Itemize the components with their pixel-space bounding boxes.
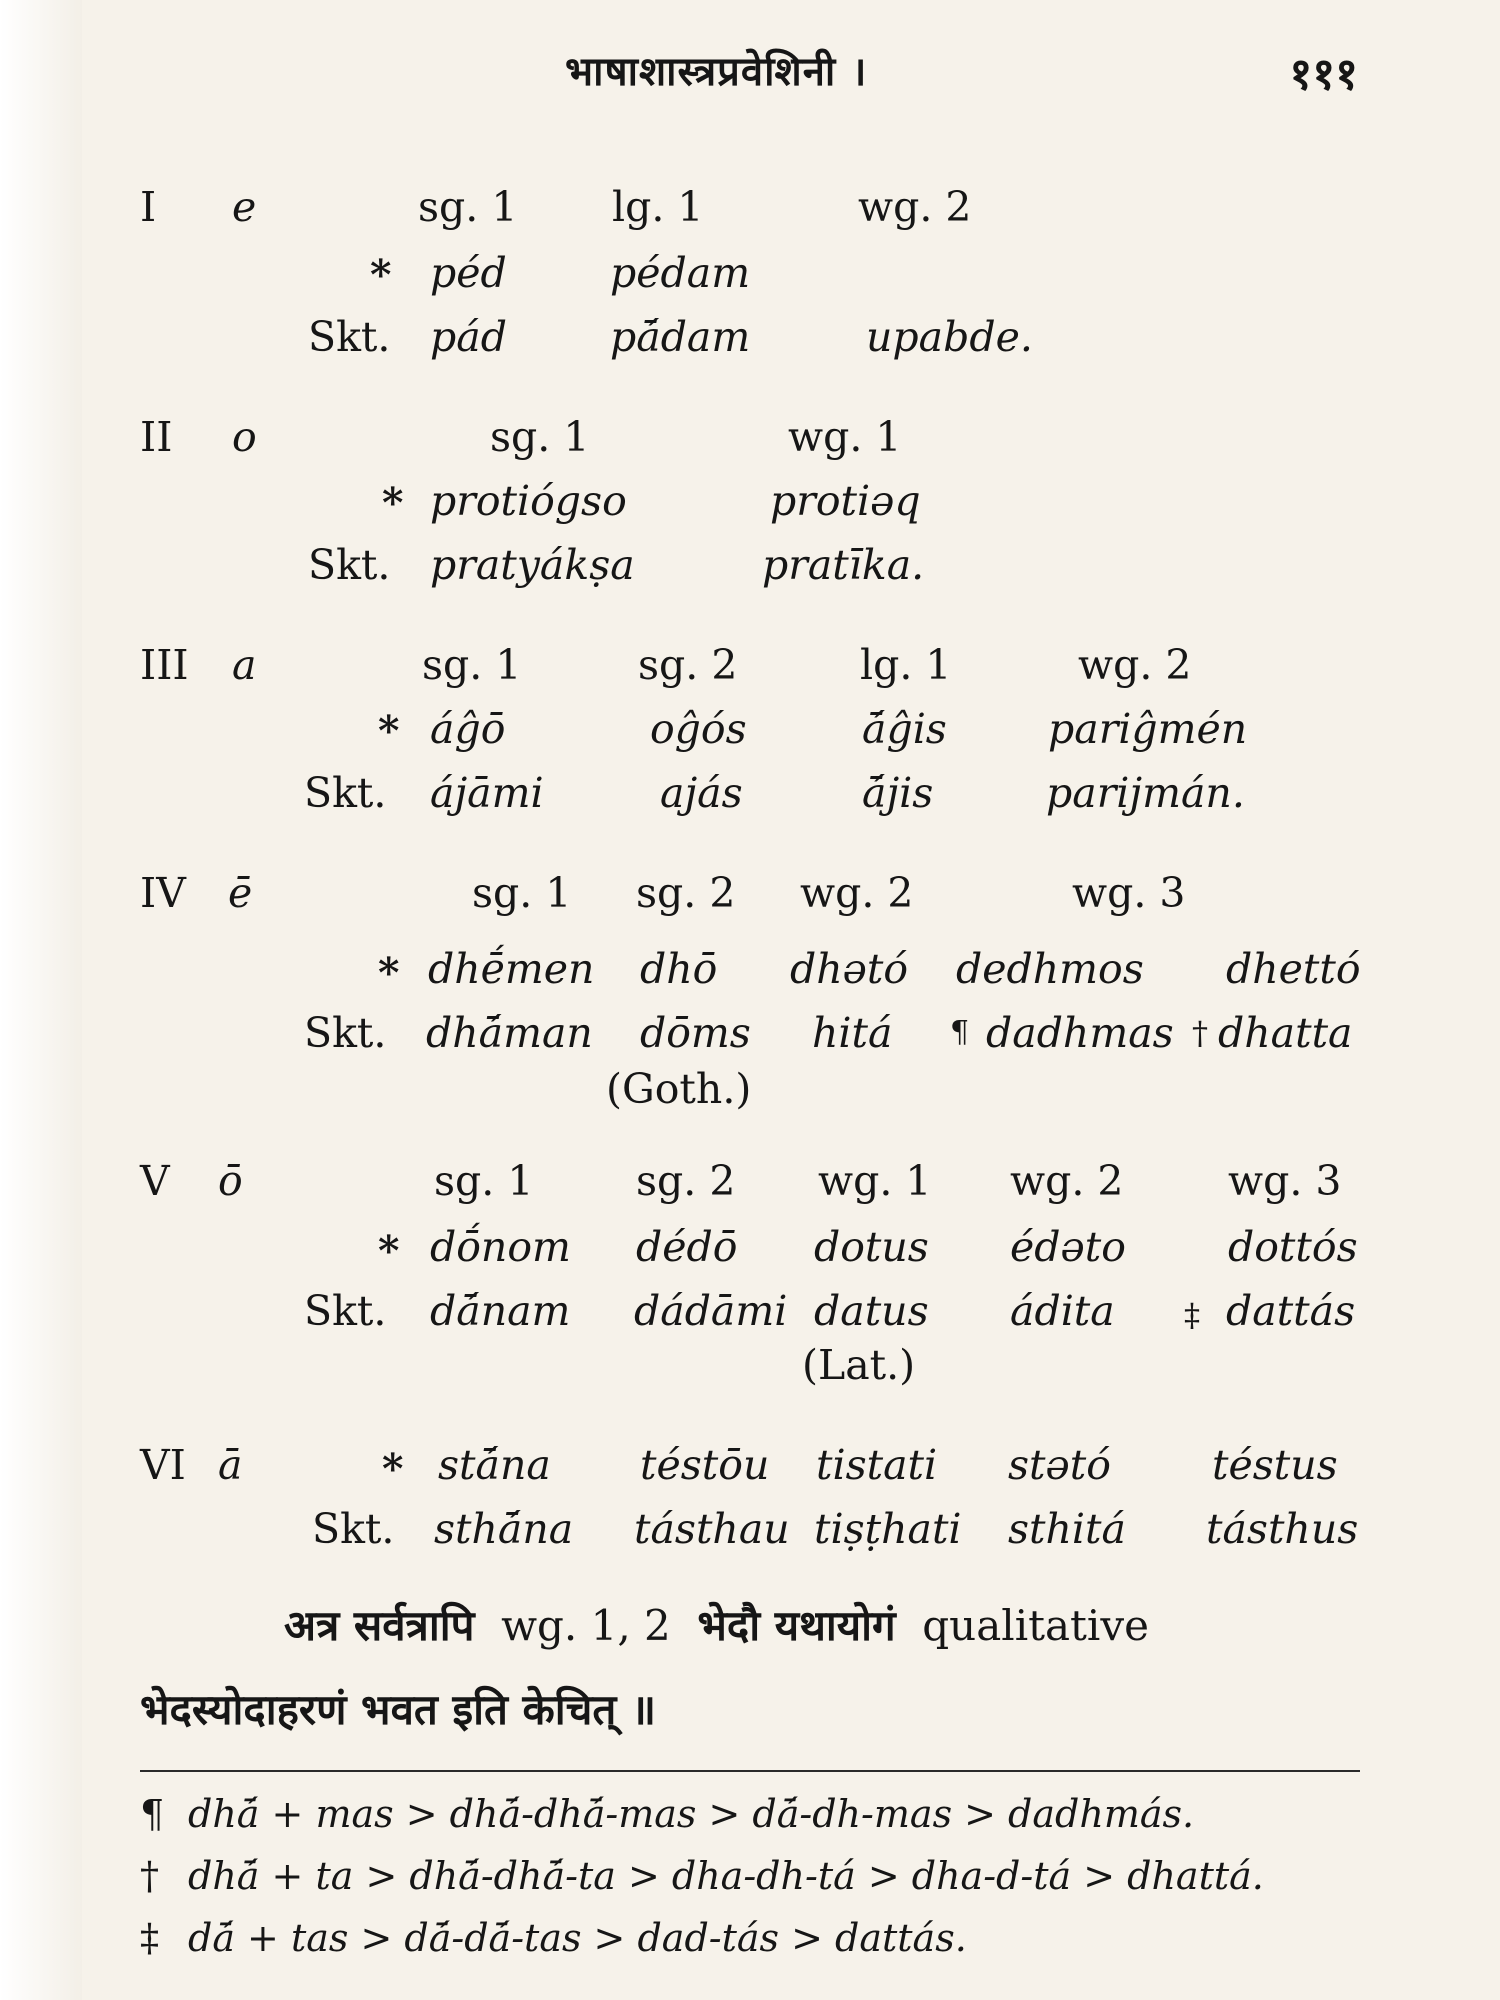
row-label: II [140, 413, 173, 461]
vowel-grade: a [232, 641, 257, 689]
sanskrit-form: ájāmi [430, 769, 544, 817]
row-label: III [140, 641, 189, 689]
footnote-mark: ¶ [140, 1792, 165, 1836]
footnote-marker-pilcrow: ¶ [950, 1015, 970, 1050]
proto-form: tistati [816, 1441, 938, 1489]
sanskrit-form: tásthau [634, 1505, 790, 1553]
proto-form: dhətó [790, 945, 909, 993]
grade-header: sg. 1 [418, 183, 518, 231]
commentary-line-2: भेदस्योदाहरणं भवत इति केचित् ॥ [140, 1685, 657, 1734]
sanskrit-label: Skt. [304, 769, 387, 817]
proto-form: oĝós [650, 705, 747, 753]
sanskrit-form: dadhmas [986, 1009, 1174, 1057]
sanskrit-form: tiṣṭhati [814, 1505, 962, 1553]
sanskrit-form: ā́jis [862, 769, 934, 817]
proto-form: péd [430, 249, 507, 297]
sanskrit-form: hitá [812, 1009, 893, 1057]
row-label: IV [140, 869, 186, 917]
proto-form: téstus [1212, 1441, 1338, 1489]
footnote-text: dhā́ + ta > dhā́-dhā́-ta > dha-dh-tá > dha-d-tá > dhattá. [188, 1854, 1264, 1898]
footnote [140, 1790, 1380, 1838]
reconstruction-asterisk: * [382, 1445, 404, 1493]
row-label: I [140, 183, 157, 231]
commentary-text: qualitative [922, 1601, 1149, 1650]
sanskrit-form: dhā́man [426, 1009, 593, 1057]
footnote-marker-dagger: † [1192, 1014, 1208, 1052]
grade-header: wg. 2 [1010, 1157, 1124, 1205]
page-gutter [0, 0, 82, 2000]
sanskrit-form: pád [430, 313, 507, 361]
proto-form: téstōu [640, 1441, 770, 1489]
proto-form: dédō [636, 1223, 738, 1271]
proto-form: ā́ĝis [862, 705, 947, 753]
reconstruction-asterisk: * [378, 1227, 400, 1275]
sanskrit-form: pratīka. [762, 541, 925, 589]
sanskrit-label: Skt. [304, 1009, 387, 1057]
proto-form: dedhmos [956, 945, 1144, 993]
grade-header: wg. 2 [800, 869, 914, 917]
proto-form: édəto [1010, 1223, 1126, 1271]
grade-header: sg. 2 [636, 1157, 736, 1205]
sanskrit-form: pā́dam [610, 313, 751, 361]
grade-header: sg. 1 [490, 413, 590, 461]
footnote-text: dhā́ + mas > dhā́-dhā́-mas > dā́-dh-mas > dadhmás. [188, 1792, 1195, 1836]
grade-header: lg. 1 [612, 183, 704, 231]
reconstruction-asterisk: * [382, 479, 404, 527]
grade-header: lg. 1 [860, 641, 952, 689]
vowel-grade: ē [228, 869, 253, 917]
proto-form: stā́na [438, 1441, 551, 1489]
vowel-grade: ā [218, 1441, 243, 1489]
proto-form: dṓnom [430, 1223, 571, 1271]
page-number: १११ [1289, 49, 1358, 100]
grade-header: wg. 2 [858, 183, 972, 231]
grade-header: sg. 2 [638, 641, 738, 689]
sanskrit-form: ádita [1010, 1287, 1115, 1335]
proto-form: dotus [814, 1223, 929, 1271]
sanskrit-form: tásthus [1206, 1505, 1359, 1553]
sanskrit-form: parijmán. [1046, 769, 1245, 817]
sanskrit-form: dōms [640, 1009, 751, 1057]
sanskrit-form: ajás [660, 769, 743, 817]
grade-header: wg. 2 [1078, 641, 1192, 689]
grade-header: wg. 3 [1228, 1157, 1342, 1205]
commentary-text: भेदौ यथायोगं [697, 1601, 896, 1650]
sanskrit-form: dā́nam [430, 1287, 571, 1335]
sanskrit-label: Skt. [308, 541, 391, 589]
proto-form: protiógso [430, 477, 627, 525]
commentary-line-1 [140, 1596, 1360, 1656]
grade-header: wg. 3 [1072, 869, 1186, 917]
vowel-grade: e [232, 183, 257, 231]
proto-form: dhḗmen [428, 945, 595, 993]
sanskrit-form: sthā́na [434, 1505, 574, 1553]
sanskrit-form: upabde. [866, 313, 1033, 361]
proto-form: protiəq [770, 477, 921, 525]
sanskrit-form: pratyákṣa [430, 541, 635, 589]
footnote-mark: ‡ [140, 1916, 159, 1960]
footnote-rule [140, 1770, 1360, 1772]
proto-form: stətó [1008, 1441, 1111, 1489]
reconstruction-asterisk: * [378, 707, 400, 755]
commentary-text: अत्र सर्वत्रापि [284, 1601, 475, 1650]
footnote [140, 1914, 1380, 1962]
proto-form: pédam [610, 249, 751, 297]
sanskrit-form: datus [814, 1287, 929, 1335]
proto-form: dhettó [1226, 945, 1361, 993]
footnote-mark: † [140, 1854, 159, 1898]
grade-header: wg. 1 [818, 1157, 932, 1205]
sanskrit-form: sthitá [1008, 1505, 1126, 1553]
language-note: (Lat.) [802, 1341, 916, 1389]
grade-header: sg. 1 [472, 869, 572, 917]
sanskrit-form: dhatta [1218, 1009, 1353, 1057]
footnote [140, 1852, 1380, 1900]
vowel-grade: o [232, 413, 257, 461]
row-label: VI [140, 1441, 186, 1489]
grade-header: wg. 1 [788, 413, 902, 461]
grade-header: sg. 1 [434, 1157, 534, 1205]
sanskrit-form: dattás [1226, 1287, 1356, 1335]
proto-form: dhō [640, 945, 718, 993]
footnote-text: dā́ + tas > dā́-dā́-tas > dad-tás > dattás. [188, 1916, 967, 1960]
commentary-text: wg. 1, 2 [501, 1601, 671, 1650]
reconstruction-asterisk: * [378, 949, 400, 997]
running-title: भाषाशास्त्रप्रवेशिनी । [565, 48, 868, 95]
vowel-grade: ō [218, 1157, 243, 1205]
proto-form: dottós [1228, 1223, 1358, 1271]
grade-header: sg. 2 [636, 869, 736, 917]
row-label: V [140, 1157, 170, 1205]
language-note: (Goth.) [606, 1065, 752, 1113]
sanskrit-label: Skt. [308, 313, 391, 361]
footnote-marker-double-dagger: ‡ [1184, 1296, 1200, 1334]
sanskrit-form: dádāmi [634, 1287, 788, 1335]
reconstruction-asterisk: * [370, 251, 392, 299]
sanskrit-label: Skt. [312, 1505, 395, 1553]
sanskrit-label: Skt. [304, 1287, 387, 1335]
grade-header: sg. 1 [422, 641, 522, 689]
proto-form: pariĝmén [1048, 705, 1248, 753]
proto-form: áĝō [430, 705, 506, 753]
